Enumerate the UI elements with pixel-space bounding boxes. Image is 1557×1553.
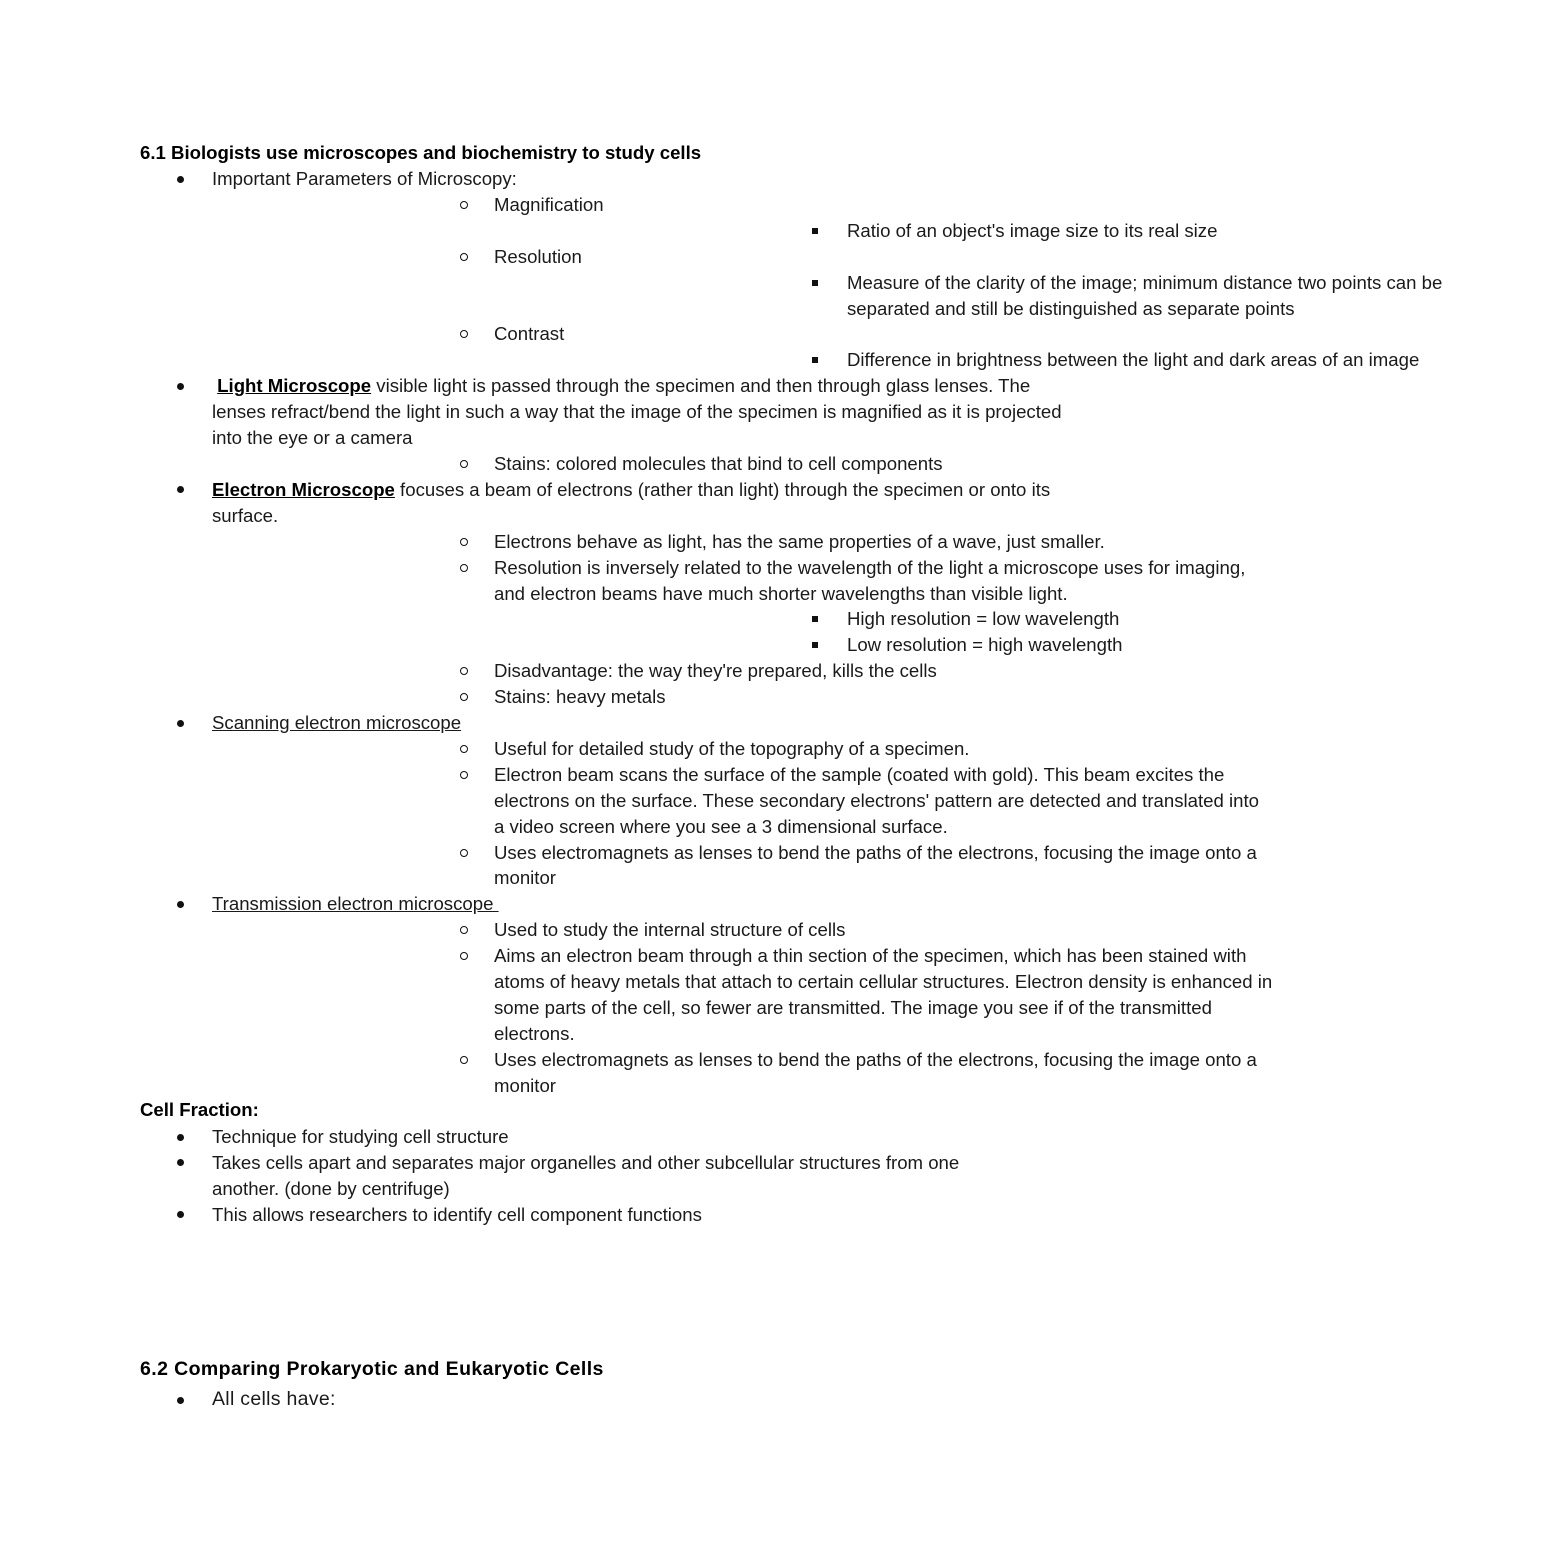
section-6-1-list — [0, 166, 1443, 1099]
list-item: Useful for detailed study of the topography of a specimen. — [212, 736, 1274, 762]
bullet-circle-icon — [460, 564, 468, 572]
bullet-dot-icon — [177, 176, 184, 183]
bullet-circle-icon — [460, 952, 468, 960]
list-item: Stains: colored molecules that bind to cell components — [212, 451, 1274, 477]
list-item: Electron Microscope focuses a beam of electrons (rather than light) through the specimen or onto its surface. Electrons behave as light, has the same properties of a wave, just smaller. Resolution is inversely related to the wavelength of the light a microscope uses for imaging, and electron beams have much shorter wavelengths than visible light. High resolution = low wavelength Low resolution = high wavelength Disadvantage: the way they're prepared, kills the cells Stains: heavy metals — [0, 477, 1062, 710]
list-item: Uses electromagnets as lenses to bend the paths of the electrons, focusing the image onto a monitor — [212, 1047, 1274, 1099]
list-item: Difference in brightness between the light and dark areas of an image — [494, 347, 1557, 373]
bullet-dot-icon — [177, 1211, 184, 1218]
bullet-circle-icon — [460, 253, 468, 261]
bullet-square-icon — [812, 357, 818, 363]
bullet-dot-icon — [177, 1397, 184, 1404]
bullet-dot-icon — [177, 1134, 184, 1141]
bullet-circle-icon — [460, 849, 468, 857]
term-electron-microscope: Electron Microscope — [212, 478, 395, 500]
list-item: Resolution is inversely related to the wavelength of the light a microscope uses for imaging, and electron beams have much shorter wavelengths than visible light. High resolution = low wavelength Low resolution = high wavelength — [212, 555, 1274, 659]
list-item: Aims an electron beam through a thin section of the specimen, which has been stained with atoms of heavy metals that attach to certain cellular structures. Electron density is enhanced in some parts of the cell, so fewer are transmitted. The image you see if of the transmitted electrons. — [212, 943, 1274, 1047]
list-item: Magnification Ratio of an object's image size to its real size — [212, 192, 1274, 244]
list-item: Technique for studying cell structure — [0, 1124, 1062, 1150]
term-transmission-electron-microscope: Transmission electron microscope — [212, 893, 499, 915]
cell-fraction-heading: Cell Fraction: — [140, 1099, 259, 1120]
list-item — [0, 891, 1273, 1098]
list-item: Takes cells apart and separates major organelles and other subcellular structures from one another. (done by centrifuge) — [0, 1150, 1062, 1202]
list-item: Resolution Measure of the clarity of the image; minimum distance two points can be separated and still be distinguished as separate points — [212, 244, 1274, 322]
section-6-2-heading: 6.2 Comparing Prokaryotic and Eukaryotic Cells — [140, 1358, 604, 1380]
bullet-circle-icon — [460, 330, 468, 338]
bullet-dot-icon — [177, 901, 184, 908]
bullet-square-icon — [812, 280, 818, 286]
list-item: High resolution = low wavelength — [494, 606, 1557, 632]
term-light-microscope: Light Microscope — [217, 375, 372, 397]
term-scanning-electron-microscope: Scanning electron microscope — [212, 712, 462, 734]
bullet-square-icon — [812, 616, 818, 622]
list-item: Used to study the internal structure of cells — [212, 917, 1274, 943]
list-item: All cells have: — [0, 1387, 1062, 1413]
list-item: Contrast Difference in brightness between the light and dark areas of an image — [212, 321, 1274, 373]
list-item: Uses electromagnets as lenses to bend the paths of the electrons, focusing the image onto a monitor — [212, 840, 1274, 892]
list-item — [0, 710, 1259, 891]
bullet-dot-icon — [177, 1159, 184, 1166]
section-6-2-list — [0, 1387, 1062, 1413]
list-item: Disadvantage: the way they're prepared, kills the cells — [212, 658, 1274, 684]
section-6-1-heading: 6.1 Biologists use microscopes and biochemistry to study cells — [140, 142, 702, 163]
list-item: Electron beam scans the surface of the sample (coated with gold). This beam excites the electrons on the surface. These secondary electrons' pattern are detected and translated into a video screen where you see a 3 dimensional surface. — [212, 762, 1274, 840]
list-item: Ratio of an object's image size to its real size — [494, 218, 1557, 244]
bullet-circle-icon — [460, 538, 468, 546]
bullet-square-icon — [812, 228, 818, 234]
list-item: Light Microscope visible light is passed through the specimen and then through glass lenses. The lenses refract/bend the light in such a way that the image of the specimen is magnified as it is projected into the eye or a camera Stains: colored molecules that bind to cell components — [0, 373, 1062, 477]
bullet-circle-icon — [460, 667, 468, 675]
list-item: This allows researchers to identify cell component functions — [0, 1202, 1062, 1228]
bullet-circle-icon — [460, 201, 468, 209]
bullet-circle-icon — [460, 926, 468, 934]
bullet-dot-icon — [177, 720, 184, 727]
bullet-circle-icon — [460, 460, 468, 468]
bullet-dot-icon — [177, 383, 184, 390]
bullet-circle-icon — [460, 1056, 468, 1064]
list-item: Stains: heavy metals — [212, 684, 1274, 710]
list-item: Electrons behave as light, has the same properties of a wave, just smaller. — [212, 529, 1274, 555]
bullet-circle-icon — [460, 771, 468, 779]
bullet-square-icon — [812, 642, 818, 648]
bullet-circle-icon — [460, 745, 468, 753]
list-item: Important Parameters of Microscopy: Magnification Ratio of an object's image size to its real size Resolution Measure of the clarity of the image; minimum distance two points can be separated and still be distinguished as separate points Contrast Difference in brightness between the light and dark areas of an image — [0, 166, 1062, 373]
list-item: Low resolution = high wavelength — [494, 632, 1557, 658]
cell-fraction-list — [0, 1124, 1062, 1228]
bullet-circle-icon — [460, 693, 468, 701]
bullet-dot-icon — [177, 486, 184, 493]
list-item: Measure of the clarity of the image; minimum distance two points can be separated and still be distinguished as separate points — [494, 270, 1557, 322]
